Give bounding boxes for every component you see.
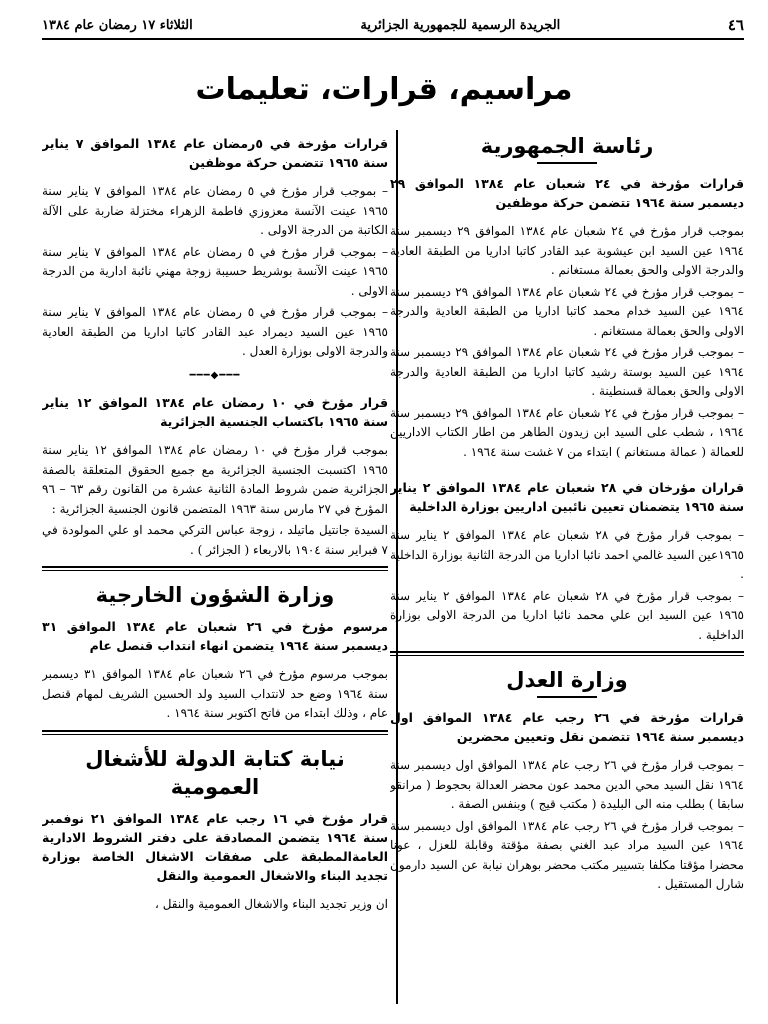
decision-paragraph: – بموجب قرار مؤرخ في ٢٦ رجب عام ١٣٨٤ الموافق اول ديسمبر سنة ١٩٦٤ عين السيد مراد عبد الغني بصفة مؤقتة وقابلة للعزل ، عونا محضرا مؤقتا مكلفا بتسيير مكتب محضر بوهران نيابة عن السيد دارمون شارل المستقيل . [390,818,744,891]
left-column [42,130,388,1016]
decision-paragraph: – بموجب قرار مؤرخ في ٢٦ رجب عام ١٣٨٤ الموافق اول ديسمبر سنة ١٩٦٤ نقل السيد محي الدين محمد عون محضر العدالة بحجوط ( مرانقو سابقا ) بطلب منه الى البليدة ( مكتب قيج ) وبنفس الصفة . [390,758,744,811]
decision-heading: قرار مؤرخ في ١٦ رجب عام ١٣٨٤ الموافق ٢١ نوفمبر سنة ١٩٦٤ يتضمن المصادقة على دفتر الشروط الادارية العامةالمطبقة على صفقات الاشغال الخاصة بوزارة تجديد البناء والاشغال العمومية والنقل [42,810,388,883]
decision-paragraph: – بموجب قرار مؤرخ في ٢٨ شعبان عام ١٣٨٤ الموافق ٢ يناير سنة ١٩٦٥عين السيد غالمي احمد نائبا اداريا من الدرجة الثانية بوزارة الداخلية . [390,528,744,581]
page-title: مراسيم، قرارات، تعليمات [195,72,573,107]
section-title-presidency: رئاسة الجمهورية [480,134,654,158]
decision-paragraph: ان وزير تجديد البناء والاشغال العمومية والنقل ، [155,896,388,911]
decision-paragraph: السيدة جانتيل ماتيلد ، زوجة عباس التركي محمد او علي المولودة في ٧ فبراير سنة ١٩٠٤ بالاربعاء ( الجزائر ) . [42,523,388,557]
decision-heading: مرسوم مؤرخ في ٢٦ شعبان عام ١٣٨٤ الموافق ٣١ ديسمبر سنة ١٩٦٤ يتضمن انهاء انتداب قنصل عام [42,619,388,653]
decision-paragraph: بموجب قرار مؤرخ في ٢٤ شعبان عام ١٣٨٤ الموافق ٢٩ ديسمبر سنة ١٩٦٤ عين السيد ابن عيشوبة عبد القادر كاتبا اداريا من الطبقة العادية والدرجة الاولى والحق بعمالة مستغانم . [390,224,744,277]
decision-paragraph: – بموجب قرار مؤرخ في ٥ رمضان عام ١٣٨٤ الموافق ٧ يناير سنة ١٩٦٥ عينت الآنسة بوشريط حسيبة زوجة مهني نائبة ادارية من الدرجة الاولى . [42,244,388,298]
issue-date: الثلاثاء ١٧ رمضان عام ١٣٨٤ [42,17,193,33]
page-number: ٤٦ [727,16,744,34]
decision-paragraph: – بموجب قرار مؤرخ في ٢٤ شعبان عام ١٣٨٤ الموافق ٢٩ ديسمبر سنة ١٩٦٤ عين السيد بوستة رشيد كاتبا اداريا من الطبقة العادية والدرجة الاولى والحق بعمالة قسنطينة . [390,345,744,398]
title-underline [537,162,597,164]
section-title-public-works: نيابة كتابة الدولة للأشغال العمومية [85,746,345,799]
section-title-justice: وزارة العدل [506,668,628,692]
decision-paragraph: – بموجب قرار مؤرخ في ٢٤ شعبان عام ١٣٨٤ الموافق ٢٩ ديسمبر سنة ١٩٦٤ عين السيد خدام محمد كاتبا اداريا من الطبقة العادية والدرجة الاولى والحق بعمالة مستغانم . [390,284,744,338]
decision-paragraph: – بموجب قرار مؤرخ في ٥ رمضان عام ١٣٨٤ الموافق ٧ يناير سنة ١٩٦٥ عينت الآنسة معزوزي فاطمة الزهراء مختزلة ضاربة على الآلة الكاتبة من الدرجة الاولى . [42,184,388,237]
title-underline [537,696,597,698]
decision-heading: قرارات مؤرخة في ٥رمضان عام ١٣٨٤ الموافق ٧ يناير سنة ١٩٦٥ تتضمن حركة موظفين [42,136,388,170]
section-separator [390,651,744,656]
decision-heading: قرارات مؤرخة في ٢٤ شعبان عام ١٣٨٤ الموافق ٢٩ ديسمبر سنة ١٩٦٤ تتضمن حركة موظفين [390,176,744,210]
section-separator [42,730,388,735]
decision-paragraph: بموجب قرار مؤرخ في ١٠ رمضان عام ١٣٨٤ الموافق ١٢ يناير سنة ١٩٦٥ اكتسبت الجنسية الجزائرية مع جميع الحقوق المتعلقة بالصفة الجزائرية ضمن شروط المادة الثانية عشرة من القانون رقم ٦٣ – ٩٦ المؤرخ في ٢٧ مارس سنة ١٩٦٣ المتضمن قانون الجنسية الجزائرية : [42,443,388,516]
decision-paragraph: – بموجب قرار مؤرخ في ٥ رمضان عام ١٣٨٤ الموافق ٧ يناير سنة ١٩٦٥ عين السيد ديمراد عبد القادر كاتبا اداريا من الطبقة العادية والدرجة الاولى بوزارة العدل . [42,305,388,358]
decision-heading: قرارات مؤرخة في ٢٦ رجب عام ١٣٨٤ الموافق اول ديسمبر سنة ١٩٦٤ تتضمن نقل وتعيين محضرين [390,710,744,744]
decision-heading: قراران مؤرخان في ٢٨ شعبان عام ١٣٨٤ الموافق ٢ يناير سنة ١٩٦٥ يتضمنان تعيين نائبين اداريين بوزارة الداخلية [390,480,744,514]
right-column [390,130,744,1016]
section-separator [42,566,388,571]
decision-heading: قرار مؤرخ في ١٠ رمضان عام ١٣٨٤ الموافق ١٢ يناير سنة ١٩٦٥ باكتساب الجنسية الجزائرية [42,395,388,429]
journal-name: الجريدة الرسمية للجمهورية الجزائرية [360,17,561,33]
decision-paragraph: – بموجب قرار مؤرخ في ٢٨ شعبان عام ١٣٨٤ الموافق ٢ يناير سنة ١٩٦٥ عين السيد ابن علي محمد نائبا اداريا من الدرجة الاولى بوزارة الداخلية . [390,588,744,642]
spacer [390,464,744,474]
decision-paragraph: – بموجب قرار مؤرخ في ٢٤ شعبان عام ١٣٨٤ الموافق ٢٩ ديسمبر سنة ١٩٦٤ ، شطب على السيد ابن زيدون الطاهر من اطار الكتاب الاداريين للعمالة ( عمالة مستغانم ) ابتداء من ٧ غشت سنة ١٩٦٤ . [390,405,744,459]
decision-paragraph: بموجب مرسوم مؤرخ في ٢٦ شعبان عام ١٣٨٤ الموافق ٣١ ديسمبر سنة ١٩٦٤ وضع حد لانتداب السيد ولد الحسين الشريف لمهام قنصل عام ، وذلك ابتداء من فاتح اكتوبر سنة ١٩٦٤ . [42,667,388,720]
section-title-foreign-affairs: وزارة الشؤون الخارجية [95,583,335,607]
ornament-divider: ━━━◆━━━ [189,369,241,381]
page-header [42,12,744,40]
